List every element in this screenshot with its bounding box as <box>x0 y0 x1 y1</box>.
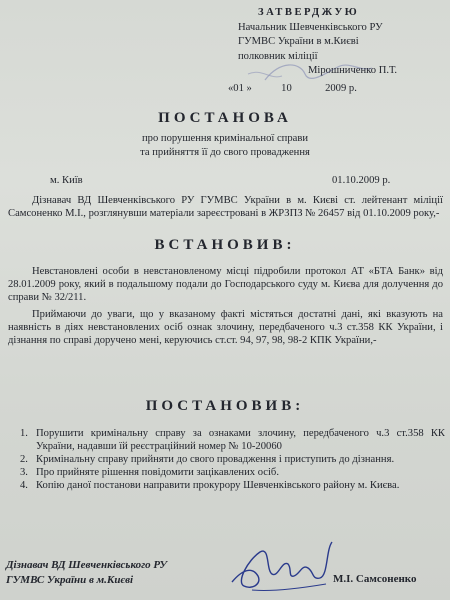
document-title: ПОСТАНОВА <box>158 110 292 126</box>
approval-block <box>228 6 443 96</box>
document-place: м. Київ <box>50 175 83 186</box>
approval-date-month: 10 <box>281 82 292 94</box>
document-date: 01.10.2009 р. <box>332 175 391 186</box>
resolutions-list <box>20 427 445 492</box>
approval-name: Мірошниченко П.Т. <box>308 65 398 76</box>
established-heading: ВСТАНОВИВ: <box>154 237 296 253</box>
established-paragraph-1: Невстановлені особи в невстановленому місці підробили протокол АТ «БТА Банк» від 28.01.2009 року, який в подальшому подали до Господарського суду м. Києва для долучення до справи № 32/211. <box>8 266 443 303</box>
approval-date-year: 2009 р. <box>325 82 357 94</box>
list-item: 2. Кримінальну справу прийняти до свого провадження і приступить до дізнання. <box>20 454 395 465</box>
intro-paragraph <box>8 194 443 220</box>
approval-line2: ГУМВС України в м.Києві <box>238 36 359 47</box>
approval-line1: Начальник Шевченківського РУ <box>238 21 383 33</box>
intro-text: Дізнавач ВД Шевченківського РУ ГУМВС України в м. Києві ст. лейтенант міліції Самсоненко М.І., розглянувши матеріали зареєстровані в ЖРЗПЗ № 26457 від 01.10.2009 року,- <box>8 195 443 219</box>
established-paragraph-2: Приймаючи до уваги, що у вказаному факті містяться достатні дані, які вказують на наявність в діях невстановлених осіб ознак злочину, передбаченого ч.3 ст.358 КК України, і дізнання по справі доручено мені, керуючись ст.ст. 94, 97, 98, 98-2 КПК України,- <box>8 309 443 346</box>
resolved-heading: ПОСТАНОВИВ: <box>145 398 305 414</box>
signature-line1: Дізнавач ВД Шевченківського РУ <box>6 559 168 571</box>
handwritten-signature <box>222 530 342 600</box>
list-item: 1. Порушити кримінальну справу за ознаками злочину, передбаченого ч.3 ст.358 КК України, надавши їй реєстраційний номер № 10-20060 <box>20 428 445 452</box>
document-subtitle-line2: та прийняття її до свого провадження <box>140 147 310 158</box>
established-section <box>8 265 443 347</box>
list-item: 4. Копію даної постанови направити прокурору Шевченківського району м. Києва. <box>20 480 400 491</box>
approval-line3: полковник міліції <box>238 50 318 62</box>
document-subtitle-line1: про порушення кримінальної справи <box>142 133 308 144</box>
approval-date <box>228 82 443 97</box>
signature-name: М.І. Самсоненко <box>333 573 417 585</box>
approval-date-day: «01 » <box>228 82 252 94</box>
signature-title <box>6 558 167 588</box>
list-item: 3. Про прийняте рішення повідомити зацікавлених осіб. <box>20 467 279 478</box>
approval-heading: ЗАТВЕРДЖУЮ <box>258 7 360 18</box>
signature-line2: ГУМВС України в м.Києві <box>6 574 134 586</box>
